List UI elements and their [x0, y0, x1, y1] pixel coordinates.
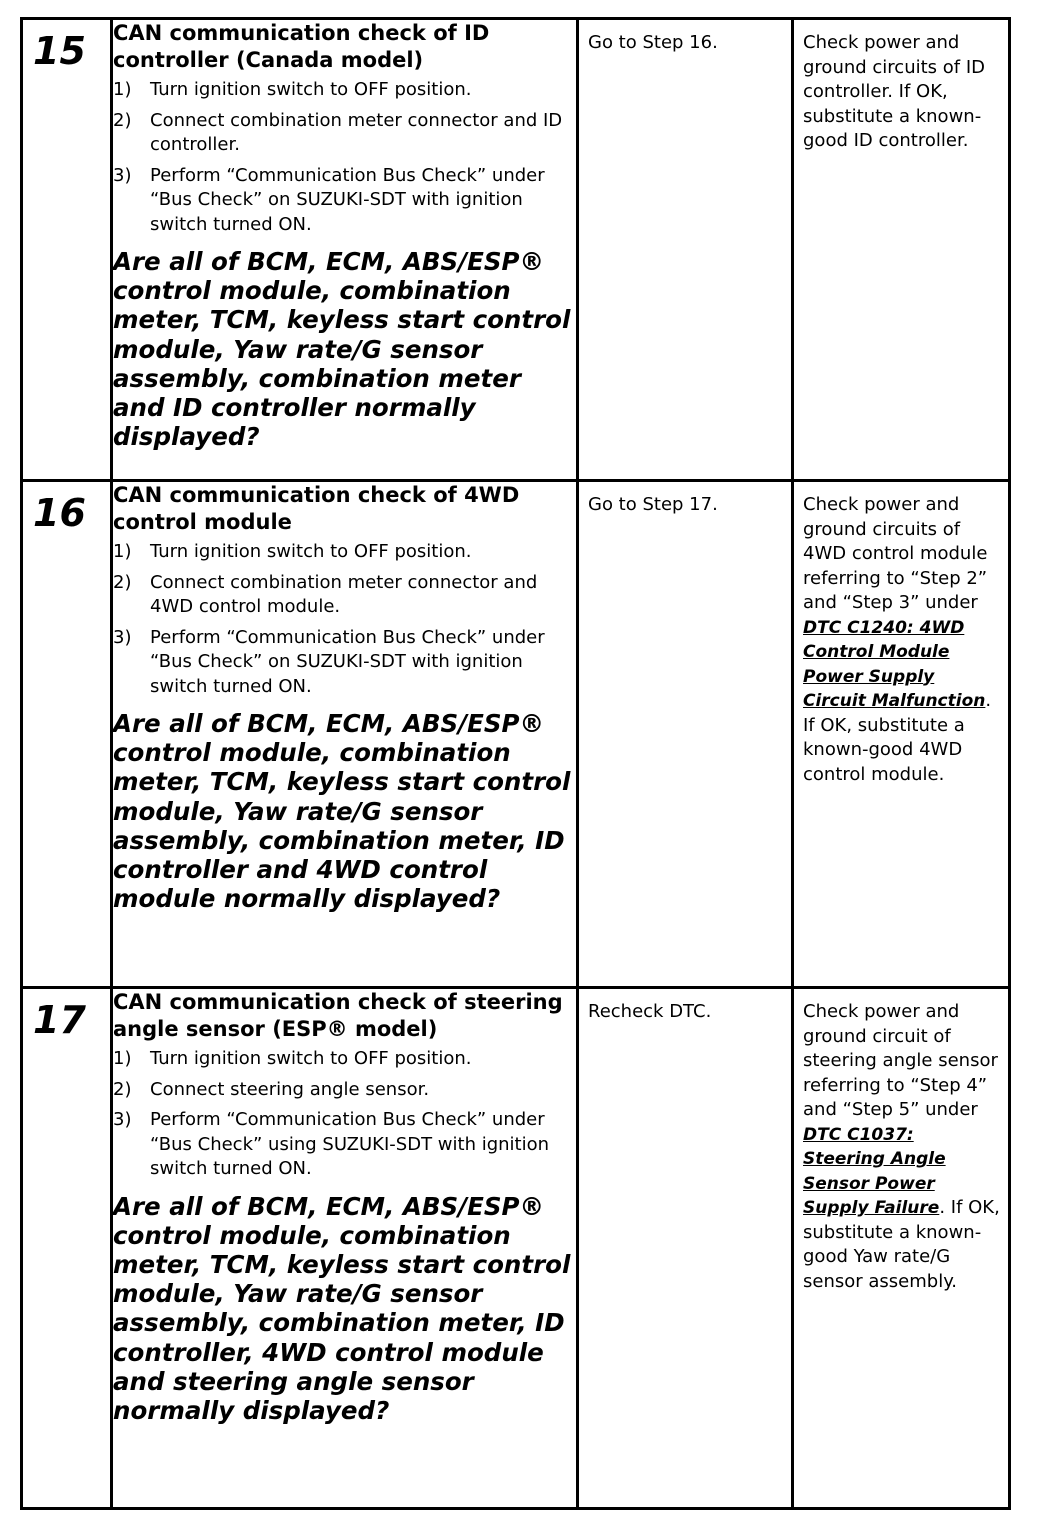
- step-title: CAN communication check of 4WD control module: [113, 483, 520, 534]
- troubleshooting-table: [20, 17, 1011, 1510]
- yes-action: Go to Step 17.: [588, 494, 718, 515]
- no-action-text: Check power and ground circuit of steering angle sensor referring to “Step 4” and “Step 5” under: [803, 1001, 998, 1120]
- no-cell: [793, 19, 1010, 481]
- item-number: 1): [113, 79, 132, 100]
- procedure-item: [113, 1108, 576, 1182]
- dtc-reference-link[interactable]: DTC C1037: Steering Angle Sensor Power Supply Failure: [803, 1124, 946, 1218]
- step-row: [22, 988, 1010, 1509]
- procedure-item: [113, 571, 576, 620]
- item-number: 3): [113, 1109, 132, 1130]
- item-text: Connect combination meter connector and 4WD control module.: [150, 571, 538, 617]
- procedure-item: [113, 1047, 576, 1072]
- step-number: 16: [33, 491, 86, 535]
- item-text: Turn ignition switch to OFF position.: [150, 541, 472, 562]
- action-cell: [112, 481, 578, 988]
- no-action-text: Check power and ground circuits of 4WD control module referring to “Step 2” and “Step 3” under: [803, 494, 988, 613]
- step-number-cell: [22, 988, 112, 1509]
- no-action: [794, 20, 1008, 162]
- step-title: CAN communication check of steering angle sensor (ESP® model): [113, 990, 563, 1041]
- step-number-cell: [22, 19, 112, 481]
- yes-cell: [578, 481, 793, 988]
- yes-action: Go to Step 16.: [588, 32, 718, 53]
- yes-action: Recheck DTC.: [588, 1001, 712, 1022]
- item-number: 3): [113, 626, 132, 648]
- step-number-cell: [22, 481, 112, 988]
- action-cell: [112, 988, 578, 1509]
- item-text: Perform “Communication Bus Check” under “Bus Check” using SUZUKI-SDT with ignition switch turned ON.: [150, 1109, 550, 1179]
- no-action: [794, 989, 1008, 1302]
- step-title: CAN communication check of ID controller (Canada model): [113, 21, 490, 72]
- item-number: 1): [113, 541, 132, 562]
- action-cell: [112, 19, 578, 481]
- no-cell: [793, 988, 1010, 1509]
- no-action-text-end: . If OK, substitute a known-good Yaw rate/G sensor assembly.: [803, 1197, 1000, 1292]
- dtc-reference-link[interactable]: DTC C1240: 4WD Control Module Power Supply Circuit Malfunction: [803, 617, 986, 711]
- item-text: Connect steering angle sensor.: [150, 1078, 430, 1100]
- item-text: Turn ignition switch to OFF position.: [150, 1048, 472, 1069]
- procedure-item: [113, 540, 576, 565]
- item-text: Perform “Communication Bus Check” under “Bus Check” on SUZUKI-SDT with ignition switch turned ON.: [150, 164, 545, 235]
- procedure-item: [113, 164, 576, 238]
- item-text: Connect combination meter connector and ID controller.: [150, 109, 563, 155]
- step-row: [22, 19, 1010, 481]
- procedure-item: [113, 78, 576, 103]
- item-number: 2): [113, 1078, 132, 1100]
- no-action: [794, 482, 1008, 795]
- step-row: [22, 481, 1010, 988]
- item-number: 3): [113, 164, 132, 186]
- no-action-text: Check power and ground circuits of ID controller. If OK, substitute a known-good ID controller.: [803, 32, 986, 151]
- procedure-item: [113, 1078, 576, 1103]
- procedure-list: [113, 78, 576, 237]
- step-question: Are all of BCM, ECM, ABS/ESP® control module, combination meter, TCM, keyless start control module, Yaw rate/G sensor assembly, combination meter, ID controller, 4WD control module and steering angle sensor normally displayed?: [113, 1191, 571, 1425]
- no-action-text-end: . If OK, substitute a known-good 4WD control module.: [803, 690, 992, 785]
- step-number: 17: [33, 998, 86, 1042]
- procedure-list: [113, 540, 576, 699]
- item-text: Perform “Communication Bus Check” under “Bus Check” on SUZUKI-SDT with ignition switch turned ON.: [150, 626, 545, 697]
- no-cell: [793, 481, 1010, 988]
- item-number: 1): [113, 1048, 132, 1069]
- step-question: Are all of BCM, ECM, ABS/ESP® control module, combination meter, TCM, keyless start control module, Yaw rate/G sensor assembly, combination meter, ID controller and 4WD control module normally displayed?: [113, 709, 571, 914]
- step-number: 15: [33, 29, 86, 73]
- procedure-item: [113, 109, 576, 158]
- item-text: Turn ignition switch to OFF position.: [150, 79, 472, 100]
- step-question: Are all of BCM, ECM, ABS/ESP® control module, combination meter, TCM, keyless start control module, Yaw rate/G sensor assembly, combination meter and ID controller normally displayed?: [113, 247, 571, 452]
- yes-cell: [578, 988, 793, 1509]
- item-number: 2): [113, 109, 132, 131]
- procedure-item: [113, 626, 576, 700]
- yes-cell: [578, 19, 793, 481]
- item-number: 2): [113, 571, 132, 593]
- procedure-list: [113, 1047, 576, 1182]
